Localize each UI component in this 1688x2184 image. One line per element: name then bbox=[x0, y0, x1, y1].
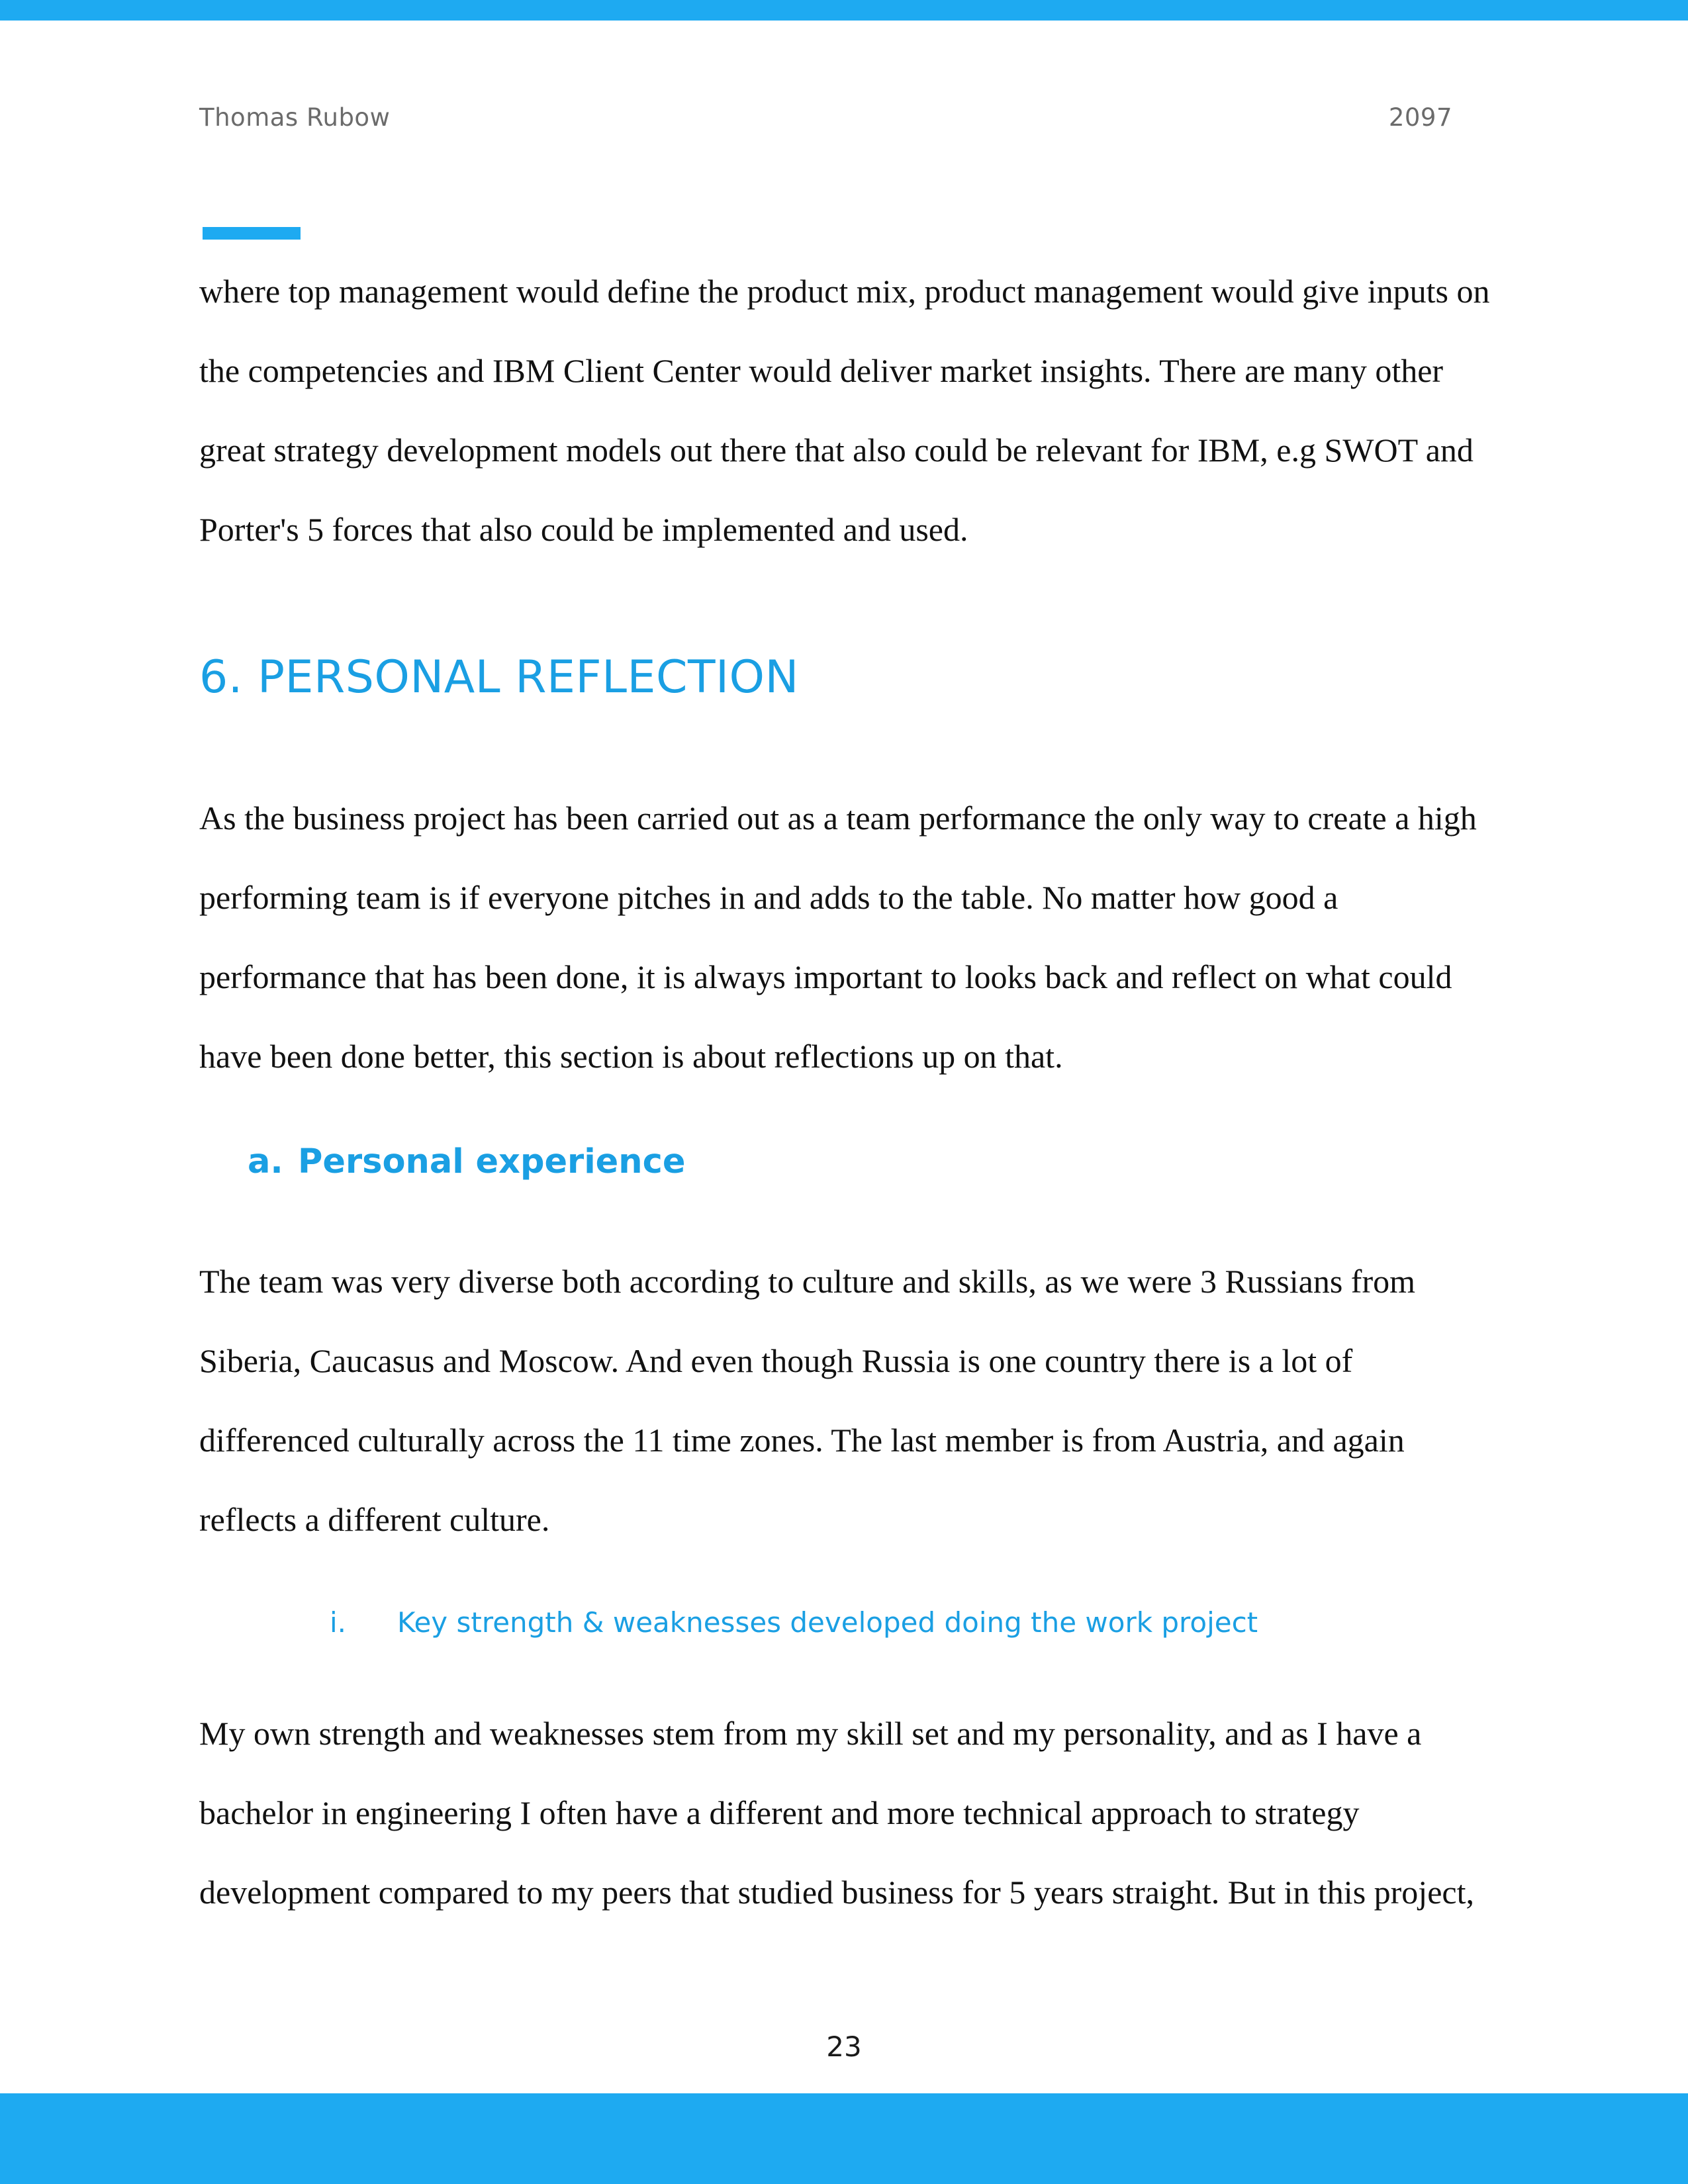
paragraph-intro bbox=[199, 251, 1523, 569]
subsection-marker: a. bbox=[248, 1142, 283, 1181]
accent-dash bbox=[203, 227, 301, 240]
text-line: The team was very diverse both according to culture and skills, as we were 3 Russians from bbox=[199, 1263, 1415, 1300]
subsubsection-marker: i. bbox=[330, 1606, 347, 1639]
text-line: Siberia, Caucasus and Moscow. And even though Russia is one country there is a lot of bbox=[199, 1342, 1353, 1379]
paragraph-reflection bbox=[199, 778, 1523, 1096]
subsubsection-heading bbox=[330, 1606, 1258, 1639]
text-line: bachelor in engineering I often have a different and more technical approach to strategy bbox=[199, 1794, 1360, 1831]
paragraph-experience bbox=[199, 1242, 1523, 1559]
bottom-accent-bar bbox=[0, 2093, 1688, 2184]
header-author: Thomas Rubow bbox=[199, 103, 391, 132]
section-heading: 6. PERSONAL REFLECTION bbox=[199, 651, 799, 704]
text-line: reflects a different culture. bbox=[199, 1501, 550, 1538]
subsubsection-title: Key strength & weaknesses developed doing the work project bbox=[397, 1606, 1258, 1639]
subsection-heading bbox=[248, 1142, 685, 1181]
subsection-title: Personal experience bbox=[298, 1142, 686, 1181]
text-line: performing team is if everyone pitches in and adds to the table. No matter how good a bbox=[199, 879, 1338, 916]
text-line: My own strength and weaknesses stem from my skill set and my personality, and as I have a bbox=[199, 1715, 1422, 1752]
text-line: differenced culturally across the 11 time zones. The last member is from Austria, and again bbox=[199, 1422, 1405, 1459]
text-line: great strategy development models out there that also could be relevant for IBM, e.g SWOT and bbox=[199, 432, 1474, 469]
text-line: the competencies and IBM Client Center would deliver market insights. There are many other bbox=[199, 352, 1444, 389]
header-id: 2097 bbox=[1388, 103, 1452, 132]
text-line: Porter's 5 forces that also could be implemented and used. bbox=[199, 511, 968, 548]
text-line: development compared to my peers that studied business for 5 years straight. But in this project, bbox=[199, 1874, 1474, 1911]
page-number: 23 bbox=[826, 2030, 862, 2063]
text-line: where top management would define the product mix, product management would give inputs on bbox=[199, 273, 1490, 310]
text-line: performance that has been done, it is always important to looks back and reflect on what could bbox=[199, 958, 1452, 995]
paragraph-strengths bbox=[199, 1694, 1523, 1932]
text-line: have been done better, this section is about reflections up on that. bbox=[199, 1038, 1063, 1075]
text-line: As the business project has been carried out as a team performance the only way to create a high bbox=[199, 799, 1477, 837]
top-accent-bar bbox=[0, 0, 1688, 21]
